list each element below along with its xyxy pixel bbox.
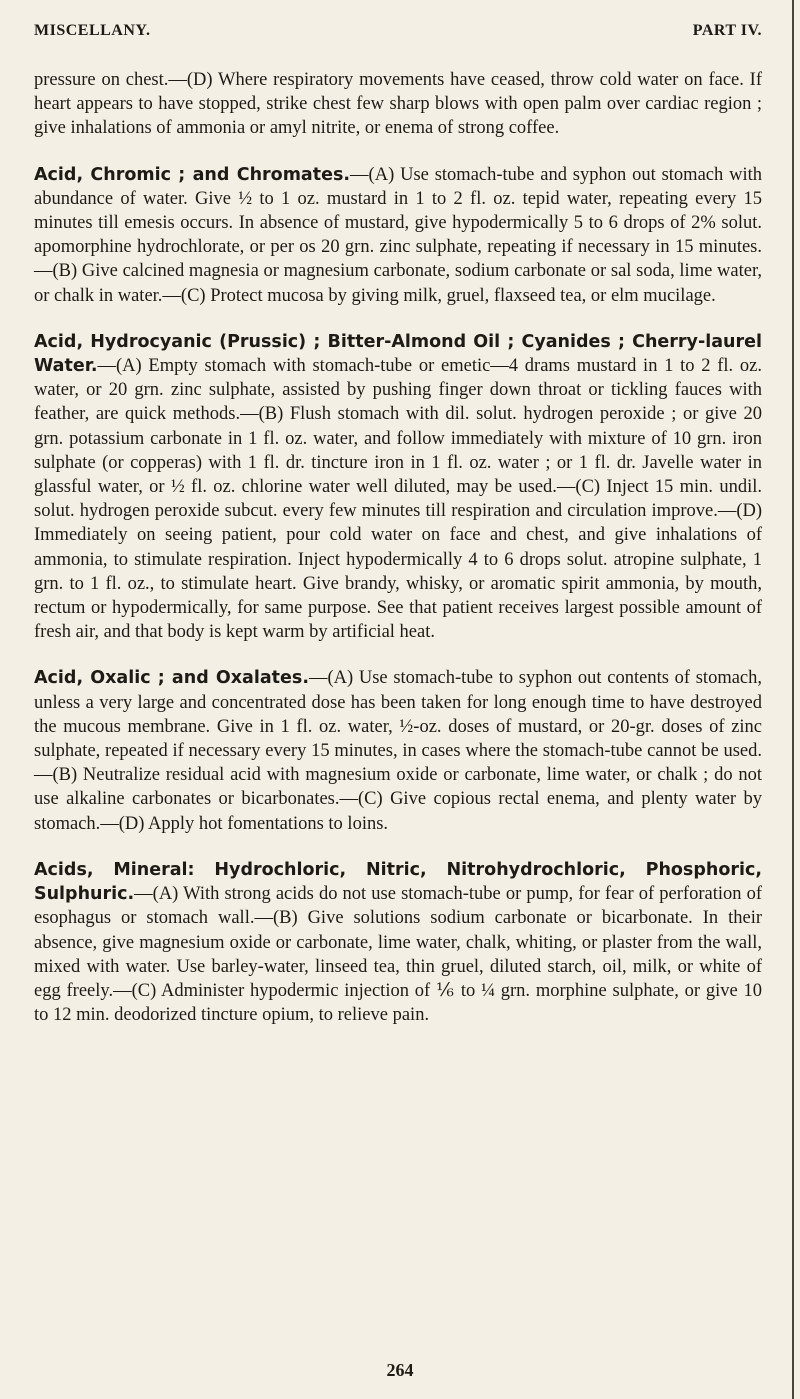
page-body bbox=[34, 68, 762, 1049]
paragraph-heading: Acid, Oxalic ; and Oxalates. bbox=[34, 668, 309, 689]
paragraph-heading: Acid, Chromic ; and Chromates. bbox=[34, 164, 351, 185]
running-header bbox=[34, 22, 762, 40]
page-number: 264 bbox=[386, 1360, 414, 1380]
page-edge-rule bbox=[792, 0, 794, 1399]
paragraph-heading: Acid, Hydrocyanic (Prussic) ; Bitter-Almond Oil ; Cyanides ; Cherry-laurel Water. bbox=[34, 331, 762, 377]
paragraph-text: —(A) Use stomach-tube and syphon out stomach with abundance of water. Give ½ to 1 oz. mustard in 1 to 2 fl. oz. tepid water, repeating every 15 minutes till emesis occurs. In absence of mustard, give hypodermically 5 to 6 drops of 2% solut. apomorphine hydrochlorate, or per os 20 grn. zinc sulphate, repeating if necessary in 15 minutes.—(B) Give calcined magnesia or magnesium carbonate, sodium carbonate or sal soda, lime water, or chalk in water.—(C) Protect mucosa by giving milk, gruel, flaxseed tea, or elm mucilage. bbox=[34, 164, 762, 306]
header-section-title: MISCELLANY. bbox=[34, 22, 151, 39]
header-part-label: PART IV. bbox=[692, 22, 762, 39]
paragraph-chromic-acid bbox=[34, 163, 762, 308]
paragraph-heading: Acids, Mineral: Hydrochloric, Nitric, Nitrohydrochloric, Phosphoric, Sulphuric. bbox=[34, 859, 762, 905]
paragraph-text: —(A) Use stomach-tube to syphon out contents of stomach, unless a very large and concentrated dose has been taken for long enough time to have destroyed the mucous membrane. Give in 1 fl. oz. water, ½-oz. doses of mustard, or 20-gr. doses of zinc sulphate, repeated if necessary every 15 minutes, in cases where the stomach-tube cannot be used.—(B) Neutralize residual acid with magnesium oxide or carbonate, lime water, or chalk ; do not use alkaline carbonates or bicarbonates.—(C) Give copious rectal enema, and plenty water by stomach.—(D) Apply hot fomentations to loins. bbox=[34, 668, 763, 834]
paragraph-mineral-acids bbox=[34, 858, 762, 1027]
paragraph-respiration-continued bbox=[34, 68, 762, 141]
paragraph-text: —(A) Empty stomach with stomach-tube or emetic—4 drams mustard in 1 to 2 fl. oz. water, or 20 grn. zinc sulphate, assisted by pushing finger down throat or tickling fauces with feather, are quick methods.—(B) Flush stomach with dil. solut. hydrogen peroxide ; or give 20 grn. potassium carbonate in 1 fl. oz. water, and follow immediately with mixture of 10 grn. iron sulphate (or copperas) with 1 fl. dr. tincture iron in 1 fl. oz. water ; or 1 fl. dr. Javelle water in glassful water, or ½ fl. oz. chlorine water well diluted, may be used.—(C) Inject 15 min. undil. solut. hydrogen peroxide subcut. every few minutes till respiration and circulation improve.—(D) Immediately on seeing patient, pour cold water on face and chest, and give inhalations of ammonia, to stimulate respiration. Inject hypodermically 4 to 6 drops solut. atropine sulphate, 1 grn. to 1 fl. oz., to stimulate heart. Give brandy, whisky, or aromatic spirit ammonia, by mouth, rectum or hypodermically, for same purpose. See that patient receives largest possible amount of fresh air, and that body is kept warm by artificial heat. bbox=[34, 356, 762, 643]
paragraph-hydrocyanic-acid bbox=[34, 330, 762, 645]
paragraph-oxalic-acid bbox=[34, 666, 762, 835]
paragraph-text: pressure on chest.—(D) Where respiratory movements have ceased, throw cold water on face. If heart appears to have stopped, strike chest few sharp blows with open palm over cardiac region ; give inhalations of ammonia or amyl nitrite, or enema of strong coffee. bbox=[34, 70, 762, 139]
paragraph-text: —(A) With strong acids do not use stomach-tube or pump, for fear of perforation of esophagus or stomach wall.—(B) Give solutions sodium carbonate or bicarbonate. In their absence, give magnesium oxide or carbonate, lime water, chalk, whiting, or plaster from the wall, mixed with water. Use barley-water, linseed tea, thin gruel, diluted starch, oil, milk, or white of egg freely.—(C) Administer hypodermic injection of ⅙ to ¼ grn. morphine sulphate, or give 10 to 12 min. deodorized tincture opium, to relieve pain. bbox=[34, 884, 762, 1026]
